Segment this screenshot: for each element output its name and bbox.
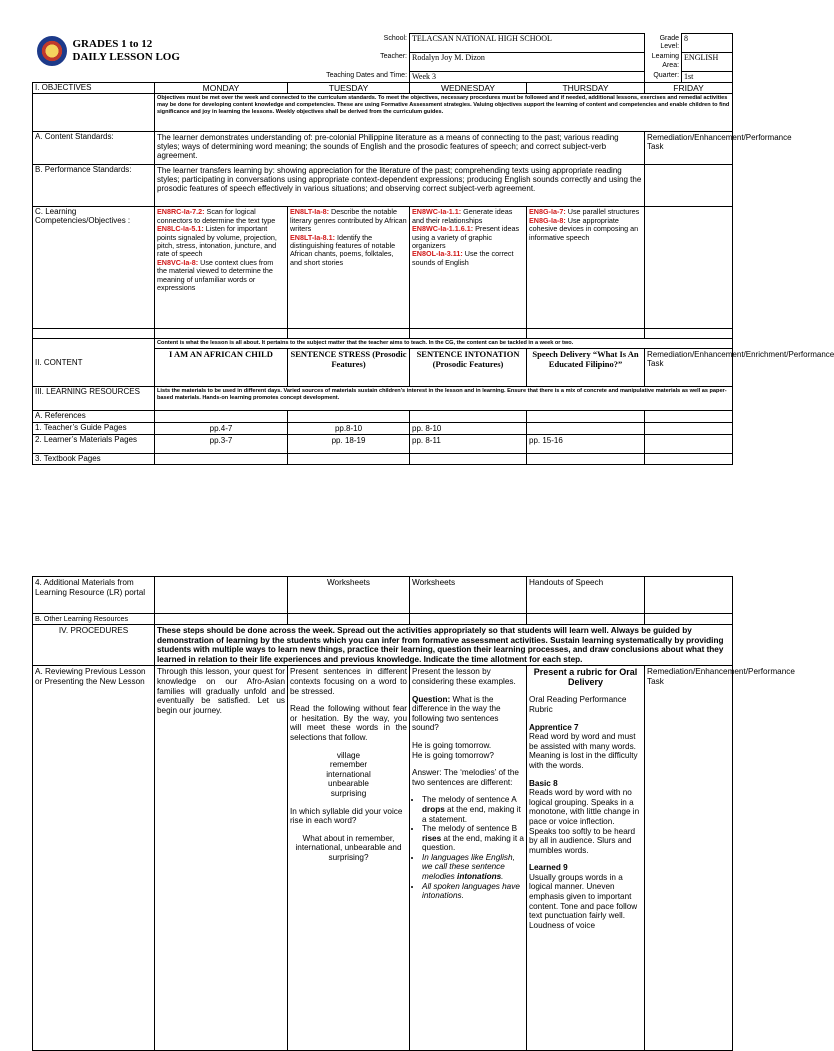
stress-word: surprising xyxy=(330,788,367,798)
rubric-level-learned: Learned 9 xyxy=(529,863,568,873)
stress-word: unbearable xyxy=(328,779,369,789)
teaching-dates-value: Week 3 xyxy=(410,71,645,82)
learning-area-value: ENGLISH xyxy=(682,52,733,71)
additional-friday xyxy=(645,577,733,614)
competency-code: EN8WC-Ia-1.1.6.1: xyxy=(412,224,474,234)
competency-text: Describe the notable literary genres contributed by African writers xyxy=(290,207,407,234)
competency-text: Listen for important points signaled by volume, projection, pitch, stress, intonation, juncture, and rate of speech xyxy=(157,224,277,259)
rubric-level-basic: Basic 8 xyxy=(529,778,558,788)
review-wednesday xyxy=(410,666,527,1051)
references-label: A. References xyxy=(33,411,155,422)
content-monday: I AM AN AFRICAN CHILD xyxy=(155,349,288,387)
stress-word: remember xyxy=(329,760,368,770)
tuesday-question-1: In which syllable did your voice rise in each word? xyxy=(290,806,403,826)
content-tuesday: SENTENCE STRESS (Prosodic Features) xyxy=(288,349,410,387)
teachers-guide-label: 1. Teacher’s Guide Pages xyxy=(33,422,155,434)
competency-text: Use appropriate cohesive devices in composing an informative speech xyxy=(529,215,639,242)
list-item: • The melody of sentence B rises at the end, making it a question. xyxy=(422,824,524,853)
rubric-learned-desc: Usually groups words in a logical manner. Uneven emphasis given to important content. Tone and pace follow text punctuation fairly well. Loudness of voice xyxy=(529,872,638,930)
procedures-note: These steps should be done across the week. Spread out the activities appropriately so that students will learn well. Always be guided by demonstration of learning by the students which you can infer from formative assessment activities. Sustain learning systematically by providing students with multiple ways to learn new things, practice their learning, question their learning processes, and draw conclusions about what they learned in relation to their life experiences and previous knowledge. Indicate the time allotment for each step. xyxy=(155,625,733,666)
content-friday: Remediation/Enhancement/Enrichment/Performance Task xyxy=(645,349,733,387)
competency-text: Identify the distinguishing features of notable African chants, poems, folktales, and short stories xyxy=(290,232,396,267)
tg-monday: pp.4-7 xyxy=(155,422,288,434)
content-standards-label: A. Content Standards: xyxy=(33,132,155,165)
lm-monday: pp.3-7 xyxy=(155,434,288,453)
tg-tuesday: pp.8-10 xyxy=(288,422,410,434)
performance-standards-label: B. Performance Standards: xyxy=(33,165,155,207)
tg-thursday xyxy=(527,422,645,434)
quarter-value: 1st xyxy=(682,71,733,82)
competency-text: Use context clues from the material viewed to determine the meaning of unfamiliar words or expressions xyxy=(157,257,274,293)
additional-monday xyxy=(155,577,288,614)
lesson-log-table-top xyxy=(32,33,834,465)
tg-wednesday: pp. 8-10 xyxy=(410,422,527,434)
stress-word: village xyxy=(336,750,361,760)
lesson-log-page-2 xyxy=(32,576,795,1051)
sentence-a: He is going tomorrow. xyxy=(412,740,492,750)
lm-wednesday: pp. 8-11 xyxy=(410,434,527,453)
resources-note: Lists the materials to be used in different days. Varied sources of materials sustain children’s interest in the lesson and in learning. Ensure that there is a mix of concrete and manipulative materials as well as paper-based materials. Hands-on learning promotes concept development. xyxy=(155,387,733,411)
list-item: • The melody of sentence A drops at the end, making it a statement. xyxy=(422,795,524,824)
lesson-log-page-1 xyxy=(32,33,834,465)
content-standards-friday: Remediation/Enhancement/Performance Task xyxy=(645,132,733,165)
header-logo-cell xyxy=(33,34,288,83)
competencies-monday xyxy=(155,207,288,329)
list-item: • All spoken languages have intonations. xyxy=(422,882,524,901)
competency-text: Present ideas using a variety of graphic organizers xyxy=(412,224,520,251)
competency-text: Use the correct sounds of English xyxy=(412,249,514,267)
competency-code: EN8G-Ia-7: xyxy=(529,207,566,217)
performance-standards: The learner transfers learning by: showing appreciation for the literature of the past; comprehending texts using appropriate reading styles; participating in conversations using appropriate context-dependent expressions; producing English sounds correctly and using the prosodic features of speech effectively in various situations; and observing correct subject-verb agreement. xyxy=(155,165,645,207)
competency-code: EN8LT-Ia-8.1: xyxy=(290,232,336,242)
competency-code: EN8WC-Ia-1.1: xyxy=(412,207,462,217)
grade-level-label: Grade Level: xyxy=(659,34,680,50)
rubric-name: Oral Reading Performance Rubric xyxy=(529,695,627,714)
other-resources-label: B. Other Learning Resources xyxy=(33,614,155,625)
content-note: Content is what the lesson is all about. It pertains to the subject matter that the teacher aims to teach. In the CG, the content can be tackled in a week or two. xyxy=(155,339,733,349)
competencies-tuesday xyxy=(288,207,410,329)
competencies-wednesday xyxy=(410,207,527,329)
intonation-list xyxy=(412,795,524,901)
content-thursday: Speech Delivery “What Is An Educated Filipino?” xyxy=(527,349,645,387)
competency-code: EN8RC-Ia-7.2: xyxy=(157,207,205,217)
deped-seal-icon xyxy=(37,36,67,66)
school-label: School: xyxy=(383,34,408,42)
review-tuesday xyxy=(288,666,410,1051)
procedures-heading: IV. PROCEDURES xyxy=(33,625,155,666)
lesson-log-table-bottom xyxy=(32,576,795,1051)
competency-code: EN8G-Ia-8: xyxy=(529,215,566,225)
sentence-b: He is going tomorrow? xyxy=(412,750,494,760)
lm-friday xyxy=(645,434,733,453)
competency-text: Scan for logical connectors to determine the text type xyxy=(157,207,276,225)
review-thursday xyxy=(527,666,645,1051)
tuesday-intro: Present sentences in different contexts focusing on a word to be stressed. xyxy=(290,667,407,696)
competency-text: Use parallel structures xyxy=(565,207,640,217)
content-wednesday: SENTENCE INTONATION (Prosodic Features) xyxy=(410,349,527,387)
day-tuesday: TUESDAY xyxy=(288,83,410,94)
additional-materials-label: 4. Additional Materials from Learning Resource (LR) portal xyxy=(33,577,155,614)
day-monday: MONDAY xyxy=(155,83,288,94)
resources-heading: III. LEARNING RESOURCES xyxy=(33,387,155,411)
tuesday-question-2: What about in remember, international, unbearable and surprising? xyxy=(295,833,402,862)
stress-word: international xyxy=(326,769,371,779)
competencies-thursday xyxy=(527,207,645,329)
day-friday: FRIDAY xyxy=(645,83,733,94)
teaching-dates-label: Teaching Dates and Time: xyxy=(326,72,408,80)
rubric-title: Present a rubric for Oral Delivery xyxy=(533,667,638,688)
rubric-basic-desc: Reads word by word with no logical grouping. Speaks in a monotone, with little change in pace or voice inflection. Speaks too softly to be heard by all in audience. Slurs and mumbles words. xyxy=(529,788,640,855)
question-label: Question: xyxy=(412,694,451,704)
competency-code: EN8LC-Ia-5.1: xyxy=(157,224,204,234)
competency-code: EN8OL-Ia-3.11: xyxy=(412,249,463,259)
additional-wednesday: Worksheets xyxy=(410,577,527,614)
rubric-apprentice-desc: Read word by word and must be assisted with many words. Meaning is lost in the difficulty with the words. xyxy=(529,732,638,770)
list-item: • In languages like English, we call these sentence melodies intonations. xyxy=(422,853,524,882)
header-title-2: DAILY LESSON LOG xyxy=(72,50,180,63)
wednesday-intro: Present the lesson by considering these examples. xyxy=(412,667,516,686)
competency-text: Generate ideas and their relationships xyxy=(412,207,513,225)
header-title-1: GRADES 1 to 12 xyxy=(72,37,153,50)
grade-level-value: 8 xyxy=(682,34,733,53)
school-value: TELACSAN NATIONAL HIGH SCHOOL xyxy=(410,34,645,53)
textbook-label: 3. Textbook Pages xyxy=(33,453,155,464)
additional-tuesday: Worksheets xyxy=(288,577,410,614)
content-heading: II. CONTENT xyxy=(33,339,155,387)
rubric-level-apprentice: Apprentice 7 xyxy=(529,722,579,732)
competencies-label: C. Learning Competencies/Objectives : xyxy=(33,207,155,329)
competency-code: EN8VC-Ia-8: xyxy=(157,257,199,267)
tg-friday xyxy=(645,422,733,434)
lm-thursday: pp. 15-16 xyxy=(527,434,645,453)
review-lesson-label: A. Reviewing Previous Lesson or Presenting the New Lesson xyxy=(33,666,155,1051)
day-thursday: THURSDAY xyxy=(527,83,645,94)
tuesday-read: Read the following without fear or hesitation. By the way, you will meet these words in the selections that follow. xyxy=(290,704,407,742)
quarter-label: Quarter: xyxy=(653,72,680,80)
learning-area-label: Learning Area: xyxy=(651,53,680,69)
day-wednesday: WEDNESDAY xyxy=(410,83,527,94)
teacher-label: Teacher: xyxy=(380,53,408,61)
additional-thursday: Handouts of Speech xyxy=(527,577,645,614)
wednesday-question: What is the difference in the way the following two sentences sound? xyxy=(412,694,501,733)
objectives-heading: I. OBJECTIVES xyxy=(33,83,155,94)
wednesday-answer: Answer: The ‘melodies’ of the two sentences are different: xyxy=(412,768,519,787)
competency-code: EN8LT-Ia-8: xyxy=(290,207,330,217)
lm-tuesday: pp. 18-19 xyxy=(288,434,410,453)
learners-materials-label: 2. Learner’s Materials Pages xyxy=(33,434,155,453)
review-friday: Remediation/Enhancement/Performance Task xyxy=(645,666,733,1051)
objectives-note: Objectives must be met over the week and connected to the curriculum standards. To meet the objectives, necessary procedures must be followed and if needed, additional lessons, exercises and remedial activities may be done for developing content knowledge and competencies. These are using Formative Assessment strategies. Valuing objectives support the learning of content and competencies and enable children to find significance and joy in learning the lessons. Weekly objectives shall be derived from the curriculum guides. xyxy=(155,94,733,132)
review-monday: Through this lesson, your quest for knowledge on our Afro-Asian families will gradually unfold and eventually be satisfied. Let us begin our journey. xyxy=(155,666,288,1051)
content-standards: The learner demonstrates understanding of: pre-colonial Philippine literature as a means of connecting to the past; various reading styles; ways of determining word meaning; the sounds of English and the prosodic features of speech; and correct subject-verb agreement. xyxy=(155,132,645,165)
teacher-value: Rodalyn Joy M. Dizon xyxy=(410,52,645,71)
